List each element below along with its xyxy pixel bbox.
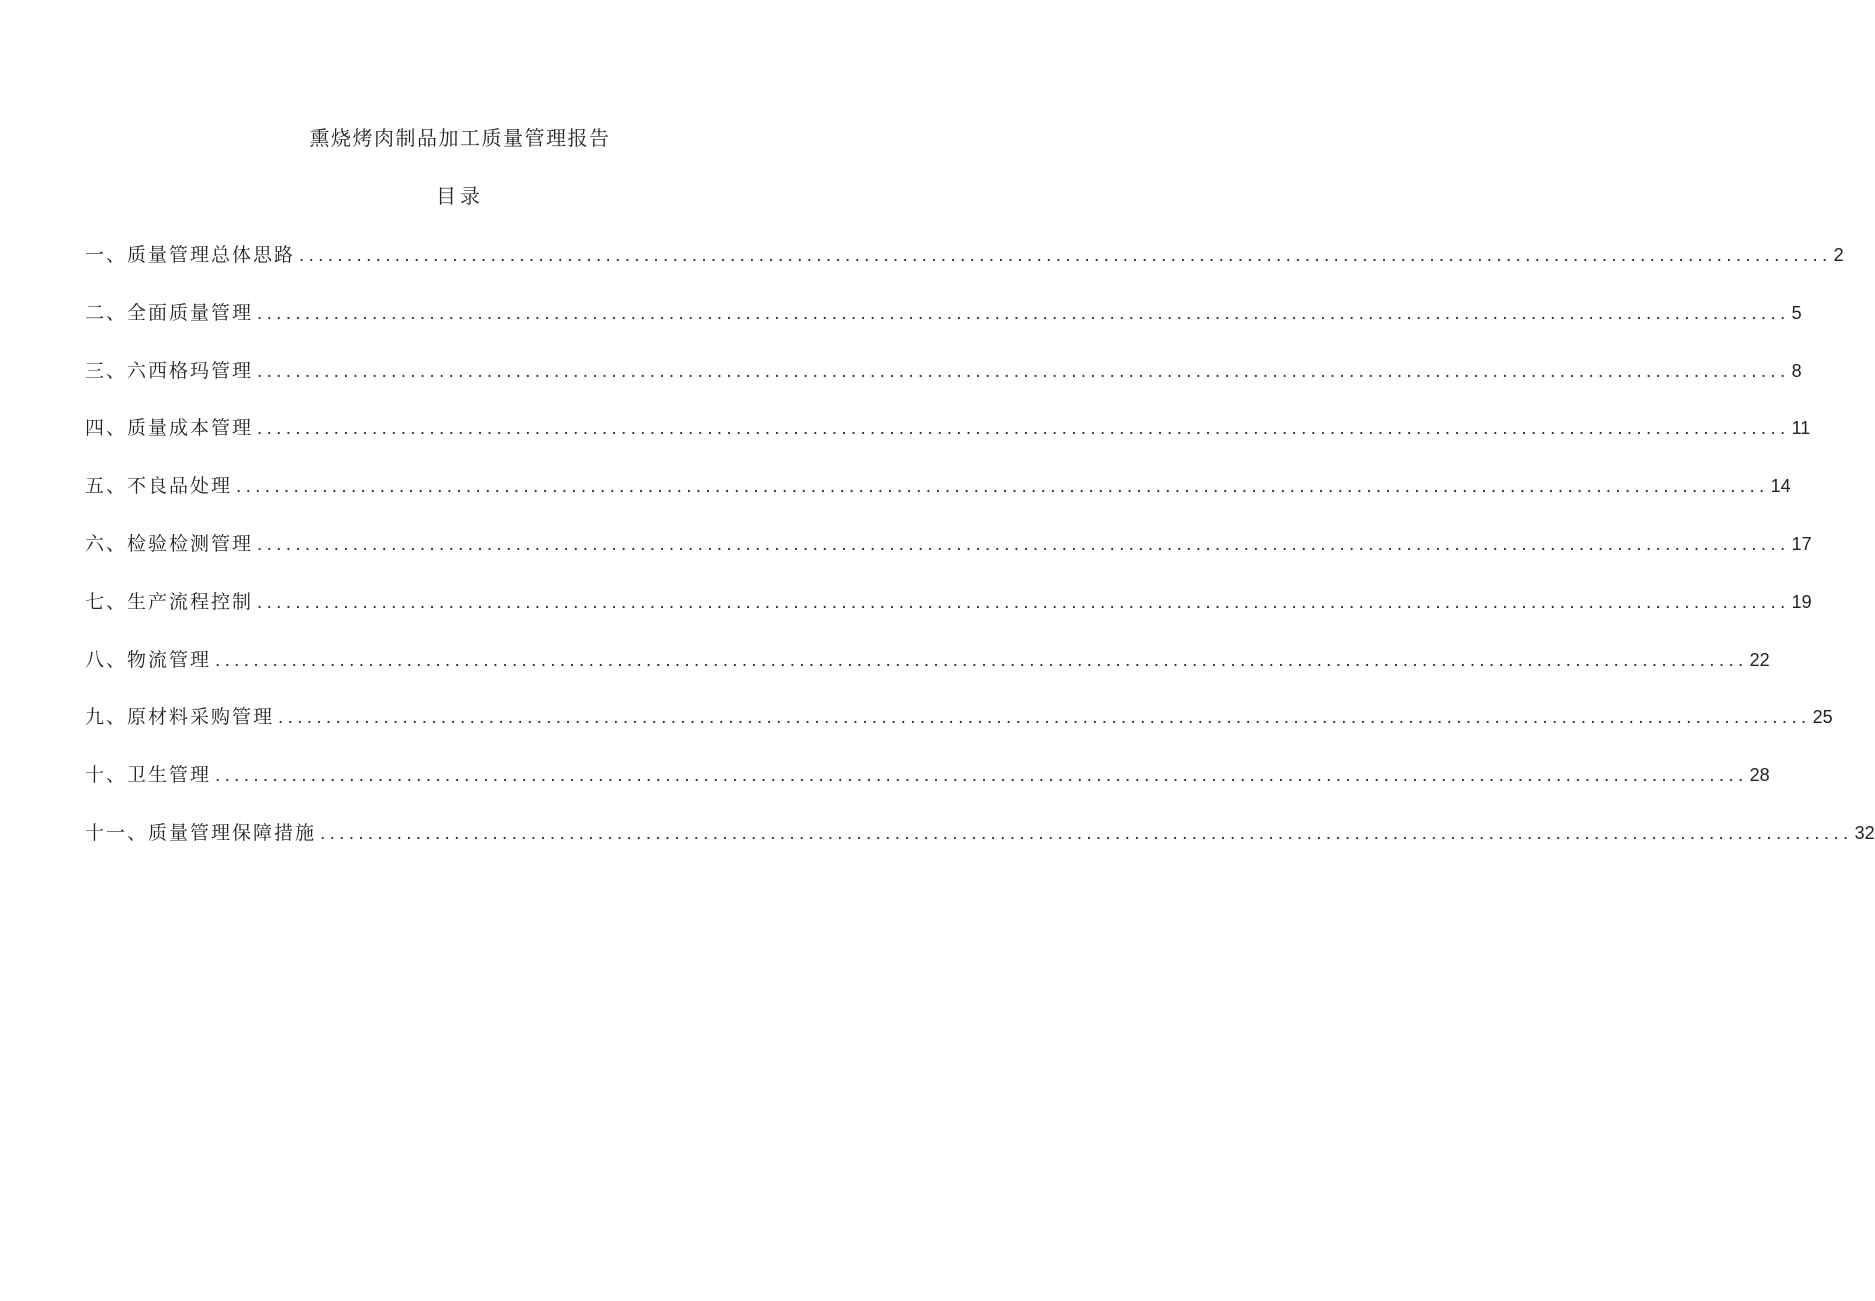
toc-page-number: 17 <box>1791 533 1812 554</box>
toc-entry-label: 十、卫生管理 <box>85 764 212 787</box>
toc-dot-leader: ................................................................................................................................................................ <box>215 765 1748 787</box>
toc-page-number: 5 <box>1791 302 1802 323</box>
toc-page-number: 11 <box>1791 418 1811 439</box>
toc-entry[interactable] <box>85 702 1833 760</box>
toc-dot-leader: ................................................................................................................................................................ <box>236 476 1769 498</box>
toc-dot-leader: ................................................................................................................................................................ <box>257 302 1790 324</box>
toc-entry[interactable] <box>85 645 1770 703</box>
toc-page-number: 19 <box>1791 591 1812 612</box>
table-of-contents <box>85 240 1875 876</box>
toc-page-number: 2 <box>1833 245 1844 265</box>
toc-entry-label: 三、六西格玛管理 <box>85 359 254 382</box>
toc-entry-label: 四、质量成本管理 <box>85 417 254 440</box>
toc-entry-label: 八、物流管理 <box>85 648 212 671</box>
toc-entry-label: 九、原材料采购管理 <box>85 706 275 729</box>
toc-entry[interactable] <box>85 471 1791 529</box>
toc-entry[interactable] <box>85 240 1844 298</box>
toc-dot-leader: ................................................................................................................................................................ <box>257 418 1790 440</box>
toc-page-number: 14 <box>1770 476 1791 497</box>
toc-entry[interactable] <box>85 356 1802 414</box>
toc-dot-leader: ................................................................................................................................................................ <box>257 533 1790 555</box>
toc-dot-leader: ................................................................................................................................................................ <box>299 245 1832 266</box>
toc-entry[interactable] <box>85 760 1770 818</box>
toc-page-number: 8 <box>1791 360 1802 381</box>
toc-entry-label: 六、检验检测管理 <box>85 532 254 555</box>
toc-page-number: 28 <box>1749 765 1770 786</box>
toc-page-number: 22 <box>1749 649 1770 670</box>
toc-dot-leader: ................................................................................................................................................................ <box>278 707 1811 729</box>
toc-entry[interactable] <box>85 413 1811 471</box>
toc-entry-label: 十一、质量管理保障措施 <box>85 821 317 844</box>
toc-entry-label: 二、全面质量管理 <box>85 301 254 324</box>
toc-heading: 目录 <box>436 184 484 208</box>
toc-page-number: 25 <box>1812 707 1833 728</box>
toc-dot-leader: ................................................................................................................................................................ <box>215 649 1748 671</box>
toc-entry-label: 七、生产流程控制 <box>85 590 254 613</box>
toc-dot-leader: ................................................................................................................................................................ <box>257 591 1790 613</box>
toc-entry[interactable] <box>85 529 1812 587</box>
toc-entry[interactable] <box>85 818 1875 876</box>
document-title: 熏烧烤肉制品加工质量管理报告 <box>309 126 611 150</box>
toc-dot-leader: ................................................................................................................................................................ <box>257 360 1790 382</box>
toc-entry[interactable] <box>85 587 1812 645</box>
toc-entry-label: 一、质量管理总体思路 <box>85 244 296 266</box>
toc-page-number: 32 <box>1854 822 1875 843</box>
toc-entry-label: 五、不良品处理 <box>85 475 233 498</box>
toc-entry[interactable] <box>85 298 1802 356</box>
toc-dot-leader: ................................................................................................................................................................ <box>320 822 1853 844</box>
